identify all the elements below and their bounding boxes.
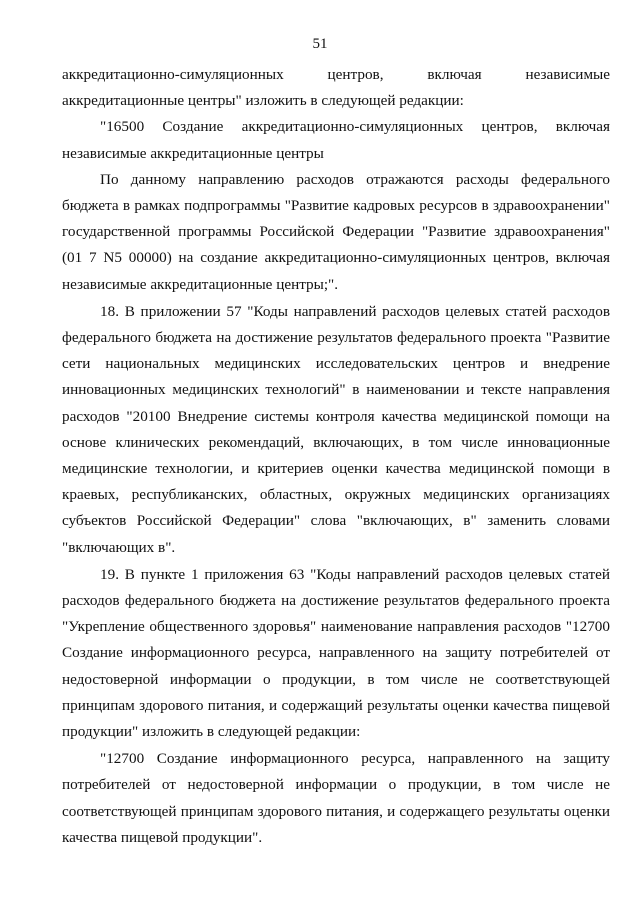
paragraph-continuation: аккредитационно-симуляционных центров, включая независимые аккредитационные центры" изложить в следующей редакции: <box>62 66 610 110</box>
paragraph-new-wording: "12700 Создание информационного ресурса, направленного на защиту потребителей от недостоверной информации о продукции, в том числе не соответствующей принципам здорового питания, и содержащего результаты оценки качества пищевой продукции". <box>62 750 610 846</box>
page-number: 51 <box>312 36 328 52</box>
paragraph-item-19: 19. В пункте 1 приложения 63 "Коды направлений расходов целевых статей расходов федерального бюджета на достижение результатов федерального проекта "Укрепление общественного здоровья" наименование направления расходов "12700 Создание информационного ресурса, направленного на защиту потребителей от недостоверной информации о продукции, в том числе не соответствующей принципам здорового питания, и содержащий результаты оценки качества пищевой продукции" изложить в следующей редакции: <box>62 565 610 741</box>
paragraph-description: По данному направлению расходов отражаются расходы федерального бюджета в рамках подпрограммы "Развитие кадровых ресурсов в здравоохранении" государственной программы Российской Федерации "Развитие здравоохранения" (01 7 N5 00000) на создание аккредитационно-симуляционных центров, включая независимые аккредитационные центры;". <box>62 170 610 293</box>
paragraph-item-18: 18. В приложении 57 "Коды направлений расходов целевых статей расходов федерального бюджета на достижение результатов федерального проекта "Развитие сети национальных медицинских исследовательских центров и внедрение инновационных медицинских технологий" в наименовании и тексте направления расходов "20100 Внедрение системы контроля качества медицинской помощи на основе клинических рекомендаций, включающих, в том числе инновационные медицинские технологии, и критериев оценки качества медицинской помощи в краевых, республиканских, областных, окружных медицинских организациях субъектов Российской Федерации" слова "включающих, в" заменить словами "включающих в". <box>62 302 610 556</box>
document-body <box>62 62 610 851</box>
paragraph-quoted-heading: "16500 Создание аккредитационно-симуляционных центров, включая независимые аккредитационные центры <box>62 118 610 162</box>
